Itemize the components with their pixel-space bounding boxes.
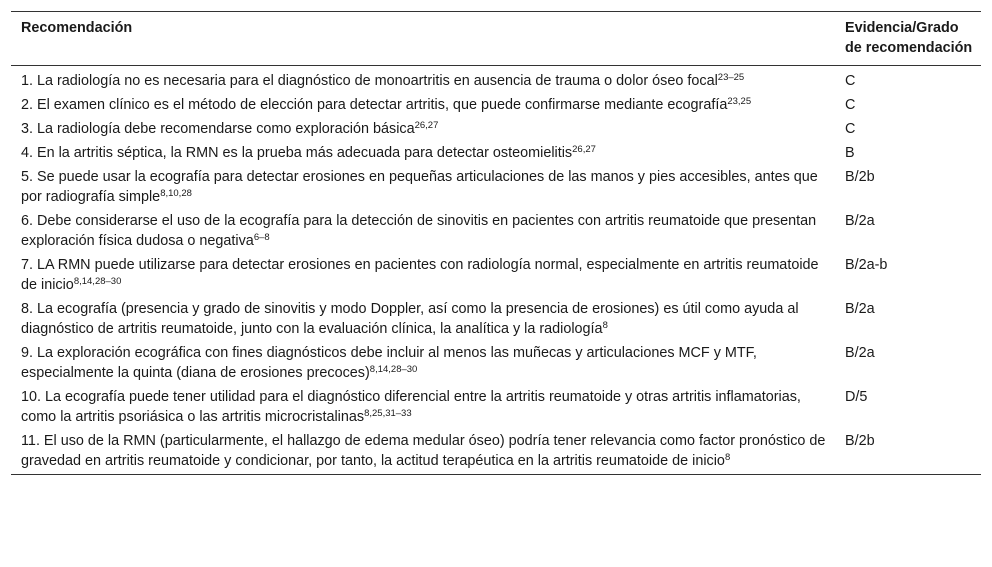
reference-superscript: 23,25 [727, 96, 752, 107]
recommendation-cell [11, 298, 835, 342]
recommendations-table [11, 11, 981, 475]
recommendation-text: 7. LA RMN puede utilizarse para detectar erosiones en pacientes con radiología normal, especialmente en artritis reumatoide de inicio [21, 257, 819, 293]
evidence-grade-cell: C [845, 73, 856, 89]
recommendation-cell [11, 142, 835, 166]
reference-superscript: 26,27 [572, 144, 596, 155]
recommendation-cell [11, 66, 835, 95]
recommendation-cell [11, 342, 835, 386]
table-row [11, 142, 981, 166]
recommendation-text: 6. Debe considerarse el uso de la ecografía para la detección de sinovitis en pacientes con artritis reumatoide que presentan exploración física dudosa o negativa [21, 213, 817, 249]
evidence-grade-cell: B/2a-b [845, 257, 888, 273]
recommendation-cell [11, 94, 835, 118]
evidence-grade-cell: B/2b [845, 169, 875, 185]
recommendation-text: 5. Se puede usar la ecografía para detectar erosiones en pequeñas articulaciones de las manos y pies accesibles, antes que por radiografía simple [21, 169, 818, 205]
table-row [11, 118, 981, 142]
table-row [11, 298, 981, 342]
recommendation-text: 10. La ecografía puede tener utilidad para el diagnóstico diferencial entre la artritis reumatoide y otras artritis inflamatorias, como la artritis psoriásica o las artritis microcristalinas [21, 389, 801, 425]
recommendation-text: 9. La exploración ecográfica con fines diagnósticos debe incluir al menos las muñecas y articulaciones MCF y MTF, especialmente la quinta (diana de erosiones precoces) [21, 345, 757, 381]
evidence-grade-cell: B [845, 145, 855, 161]
recommendation-text: 8. La ecografía (presencia y grado de sinovitis y modo Doppler, así como la presencia de erosiones) es útil como ayuda al diagnóstico de artritis reumatoide, junto con la evaluación clínica, la analítica y la radiología [21, 301, 799, 337]
reference-superscript: 23–25 [717, 72, 745, 83]
table-row [11, 166, 981, 210]
table-row [11, 66, 981, 95]
recommendation-cell [11, 254, 835, 298]
recommendation-cell [11, 430, 835, 475]
evidence-grade-cell: B/2b [845, 433, 875, 449]
table-row [11, 430, 981, 475]
header-recommendation: Recomendación [21, 20, 133, 36]
recommendation-text: 11. El uso de la RMN (particularmente, el hallazgo de edema medular óseo) podría tener relevancia como factor pronóstico de gravedad en artritis reumatoide y condicionar, por tanto, la actitud terapéutica en la artritis reumatoide de inicio [21, 433, 826, 469]
reference-superscript: 8,14,28–30 [369, 364, 418, 375]
evidence-grade-cell: B/2a [845, 213, 875, 229]
reference-superscript: 8 [724, 452, 731, 463]
recommendation-text: 3. La radiología debe recomendarse como exploración básica [21, 121, 415, 137]
table-body [11, 66, 981, 475]
recommendations-table-container [11, 11, 981, 475]
table-header-row [11, 12, 981, 66]
reference-superscript: 26,27 [414, 120, 439, 131]
recommendation-cell [11, 386, 835, 430]
evidence-grade-cell: B/2a [845, 301, 875, 317]
reference-superscript: 8,14,28–30 [73, 276, 122, 287]
recommendation-cell [11, 118, 835, 142]
evidence-grade-cell: D/5 [845, 389, 868, 405]
table-row [11, 386, 981, 430]
evidence-grade-cell: C [845, 121, 856, 137]
table-row [11, 254, 981, 298]
recommendation-cell [11, 210, 835, 254]
recommendation-text: 2. El examen clínico es el método de elección para detectar artritis, que puede confirmarse mediante ecografía [21, 97, 728, 113]
recommendation-text: 1. La radiología no es necesaria para el diagnóstico de monoartritis en ausencia de trauma o dolor óseo focal [21, 73, 718, 89]
table-row [11, 210, 981, 254]
reference-superscript: 8,25,31–33 [364, 408, 412, 419]
reference-superscript: 6–8 [253, 232, 270, 243]
header-evidence: Evidencia/Grado de recomendación [845, 20, 973, 56]
table-row [11, 342, 981, 386]
evidence-grade-cell: C [845, 97, 856, 113]
evidence-grade-cell: B/2a [845, 345, 875, 361]
reference-superscript: 8 [602, 320, 608, 331]
reference-superscript: 8,10,28 [160, 188, 192, 199]
table-row [11, 94, 981, 118]
recommendation-cell [11, 166, 835, 210]
recommendation-text: 4. En la artritis séptica, la RMN es la prueba más adecuada para detectar osteomielitis [21, 145, 573, 161]
